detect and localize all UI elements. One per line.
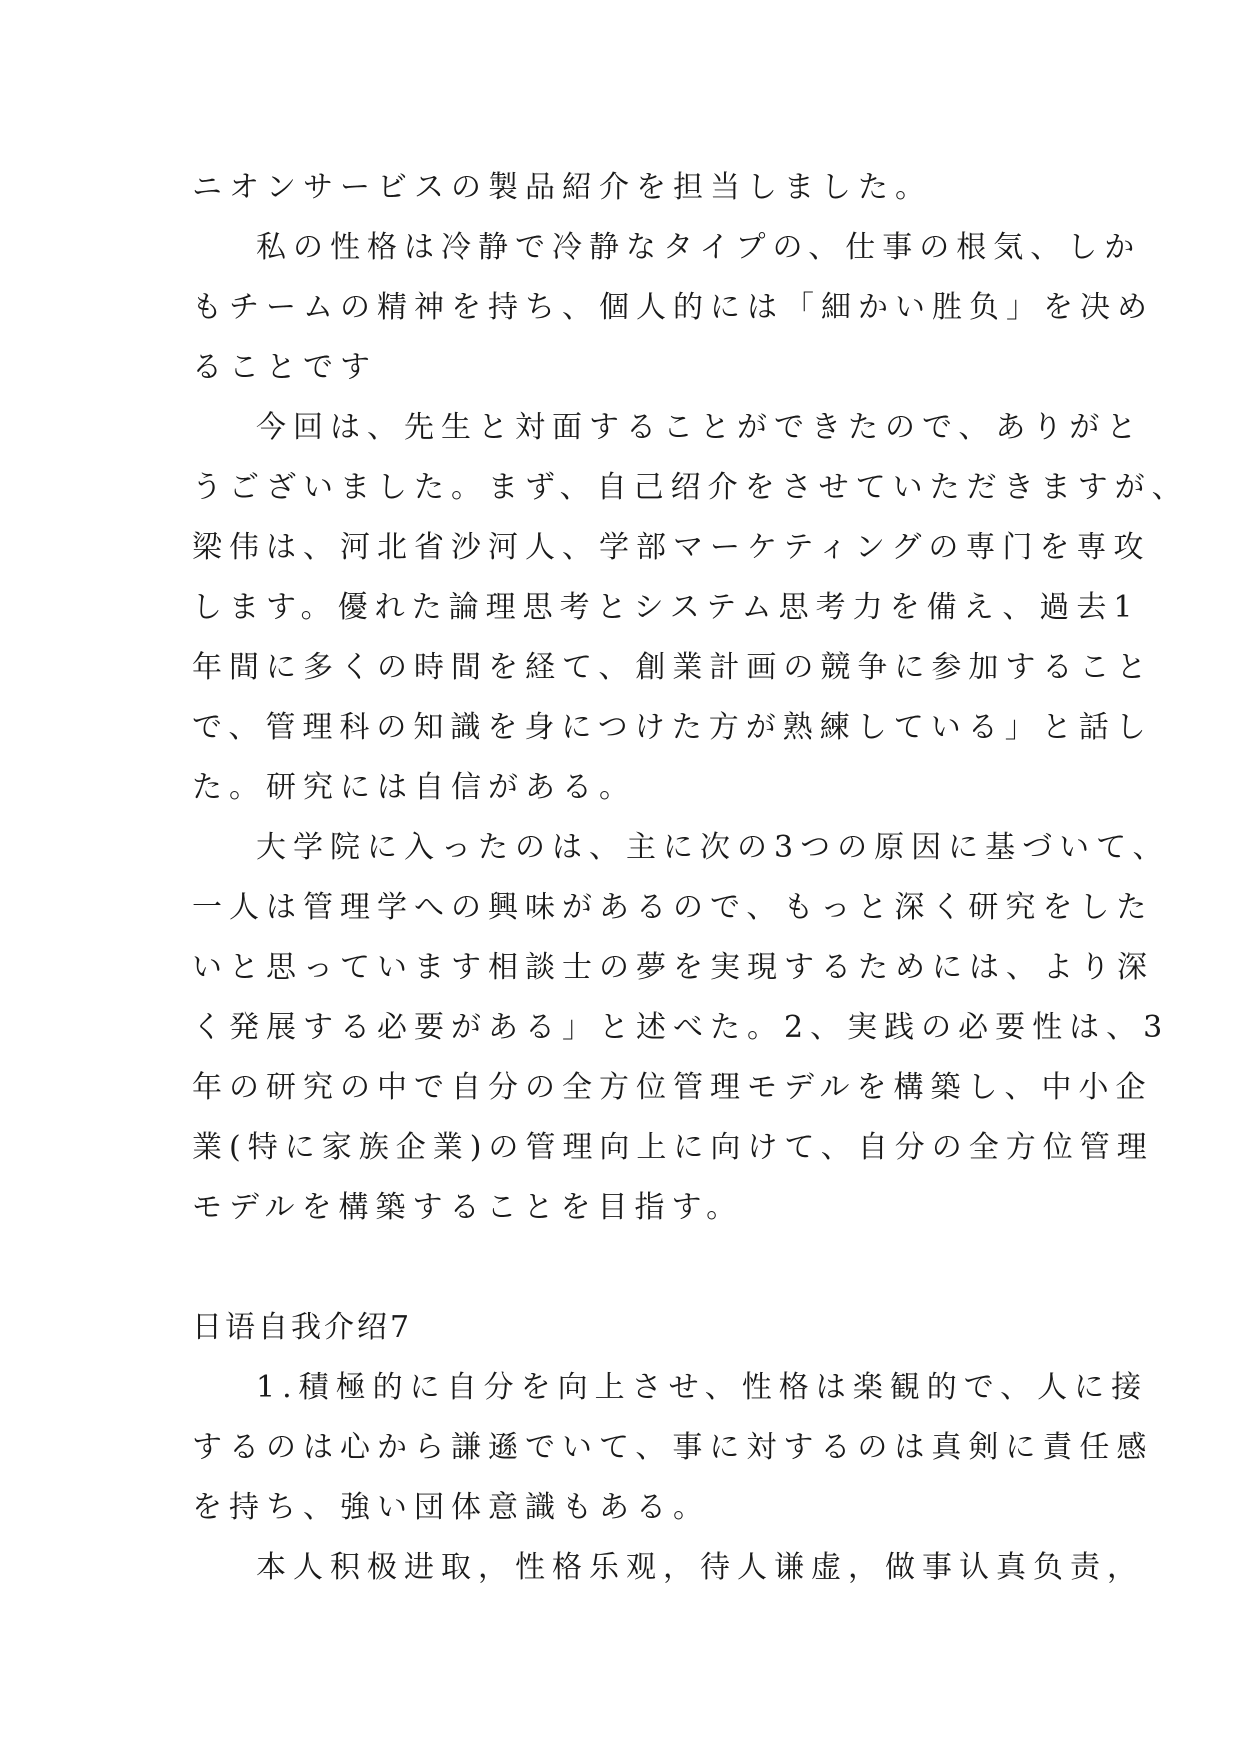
blank-line: [192, 1238, 1058, 1298]
paragraph: [192, 158, 1058, 218]
text-line: 梁伟は、河北省沙河人、学部マーケティングの専门を専攻: [192, 530, 1151, 565]
section-title: 日语自我介绍7: [192, 1310, 413, 1345]
text-line: 今回は、先生と対面することができたので、ありがと: [256, 410, 1144, 445]
text-line: を持ち、強い団体意識もある。: [192, 1490, 710, 1525]
text-line: 1.積極的に自分を向上させ、性格は楽観的で、人に接: [256, 1370, 1149, 1405]
text-line: で、管理科の知識を身につけた方が熟練している」と話し: [192, 710, 1153, 745]
text-line: た。研究には自信がある。: [192, 770, 636, 805]
paragraph: [192, 398, 1189, 818]
text-line: く発展する必要がある」と述べた。2、実践の必要性は、3: [192, 1010, 1170, 1045]
text-line: 業(特に家族企業)の管理向上に向けて、自分の全方位管理: [192, 1130, 1154, 1165]
document-page: [192, 158, 1189, 1598]
paragraph: [192, 218, 1154, 398]
text-line: 年間に多くの時間を経て、創業計画の競争に参加すること: [192, 650, 1154, 685]
text-line: ることです: [192, 350, 377, 385]
text-line: 一人は管理学への興味があるので、もっと深く研究をした: [192, 890, 1154, 925]
text-line: モデルを構築することを目指す。: [192, 1190, 744, 1225]
text-line: 私の性格は冷静で冷静なタイプの、仕事の根気、しか: [256, 230, 1142, 265]
text-line: します。優れた論理思考とシステム思考力を備え、過去1: [192, 590, 1140, 625]
paragraph: [192, 818, 1170, 1238]
text-line: するのは心から謙遜でいて、事に対するのは真剣に責任感: [192, 1430, 1154, 1465]
text-line: いと思っています相談士の夢を実現するためには、より深: [192, 950, 1154, 985]
text-line: もチームの精神を持ち、個人的には「細かい胜负」を决め: [192, 290, 1154, 325]
text-line: 年の研究の中で自分の全方位管理モデルを構築し、中小企: [192, 1070, 1153, 1105]
text-line: 本人积极进取，性格乐观，待人谦虚，做事认真负责，: [256, 1550, 1144, 1585]
paragraph: [192, 1358, 1154, 1538]
paragraph: [192, 1538, 1144, 1598]
text-line: うございました。まず、自己绍介をさせていただきますが、: [192, 470, 1189, 505]
text-line: 大学院に入ったのは、主に次の3つの原因に基づいて、: [256, 830, 1170, 865]
text-line: ニオンサービスの製品紹介を担当しました。: [192, 170, 932, 205]
